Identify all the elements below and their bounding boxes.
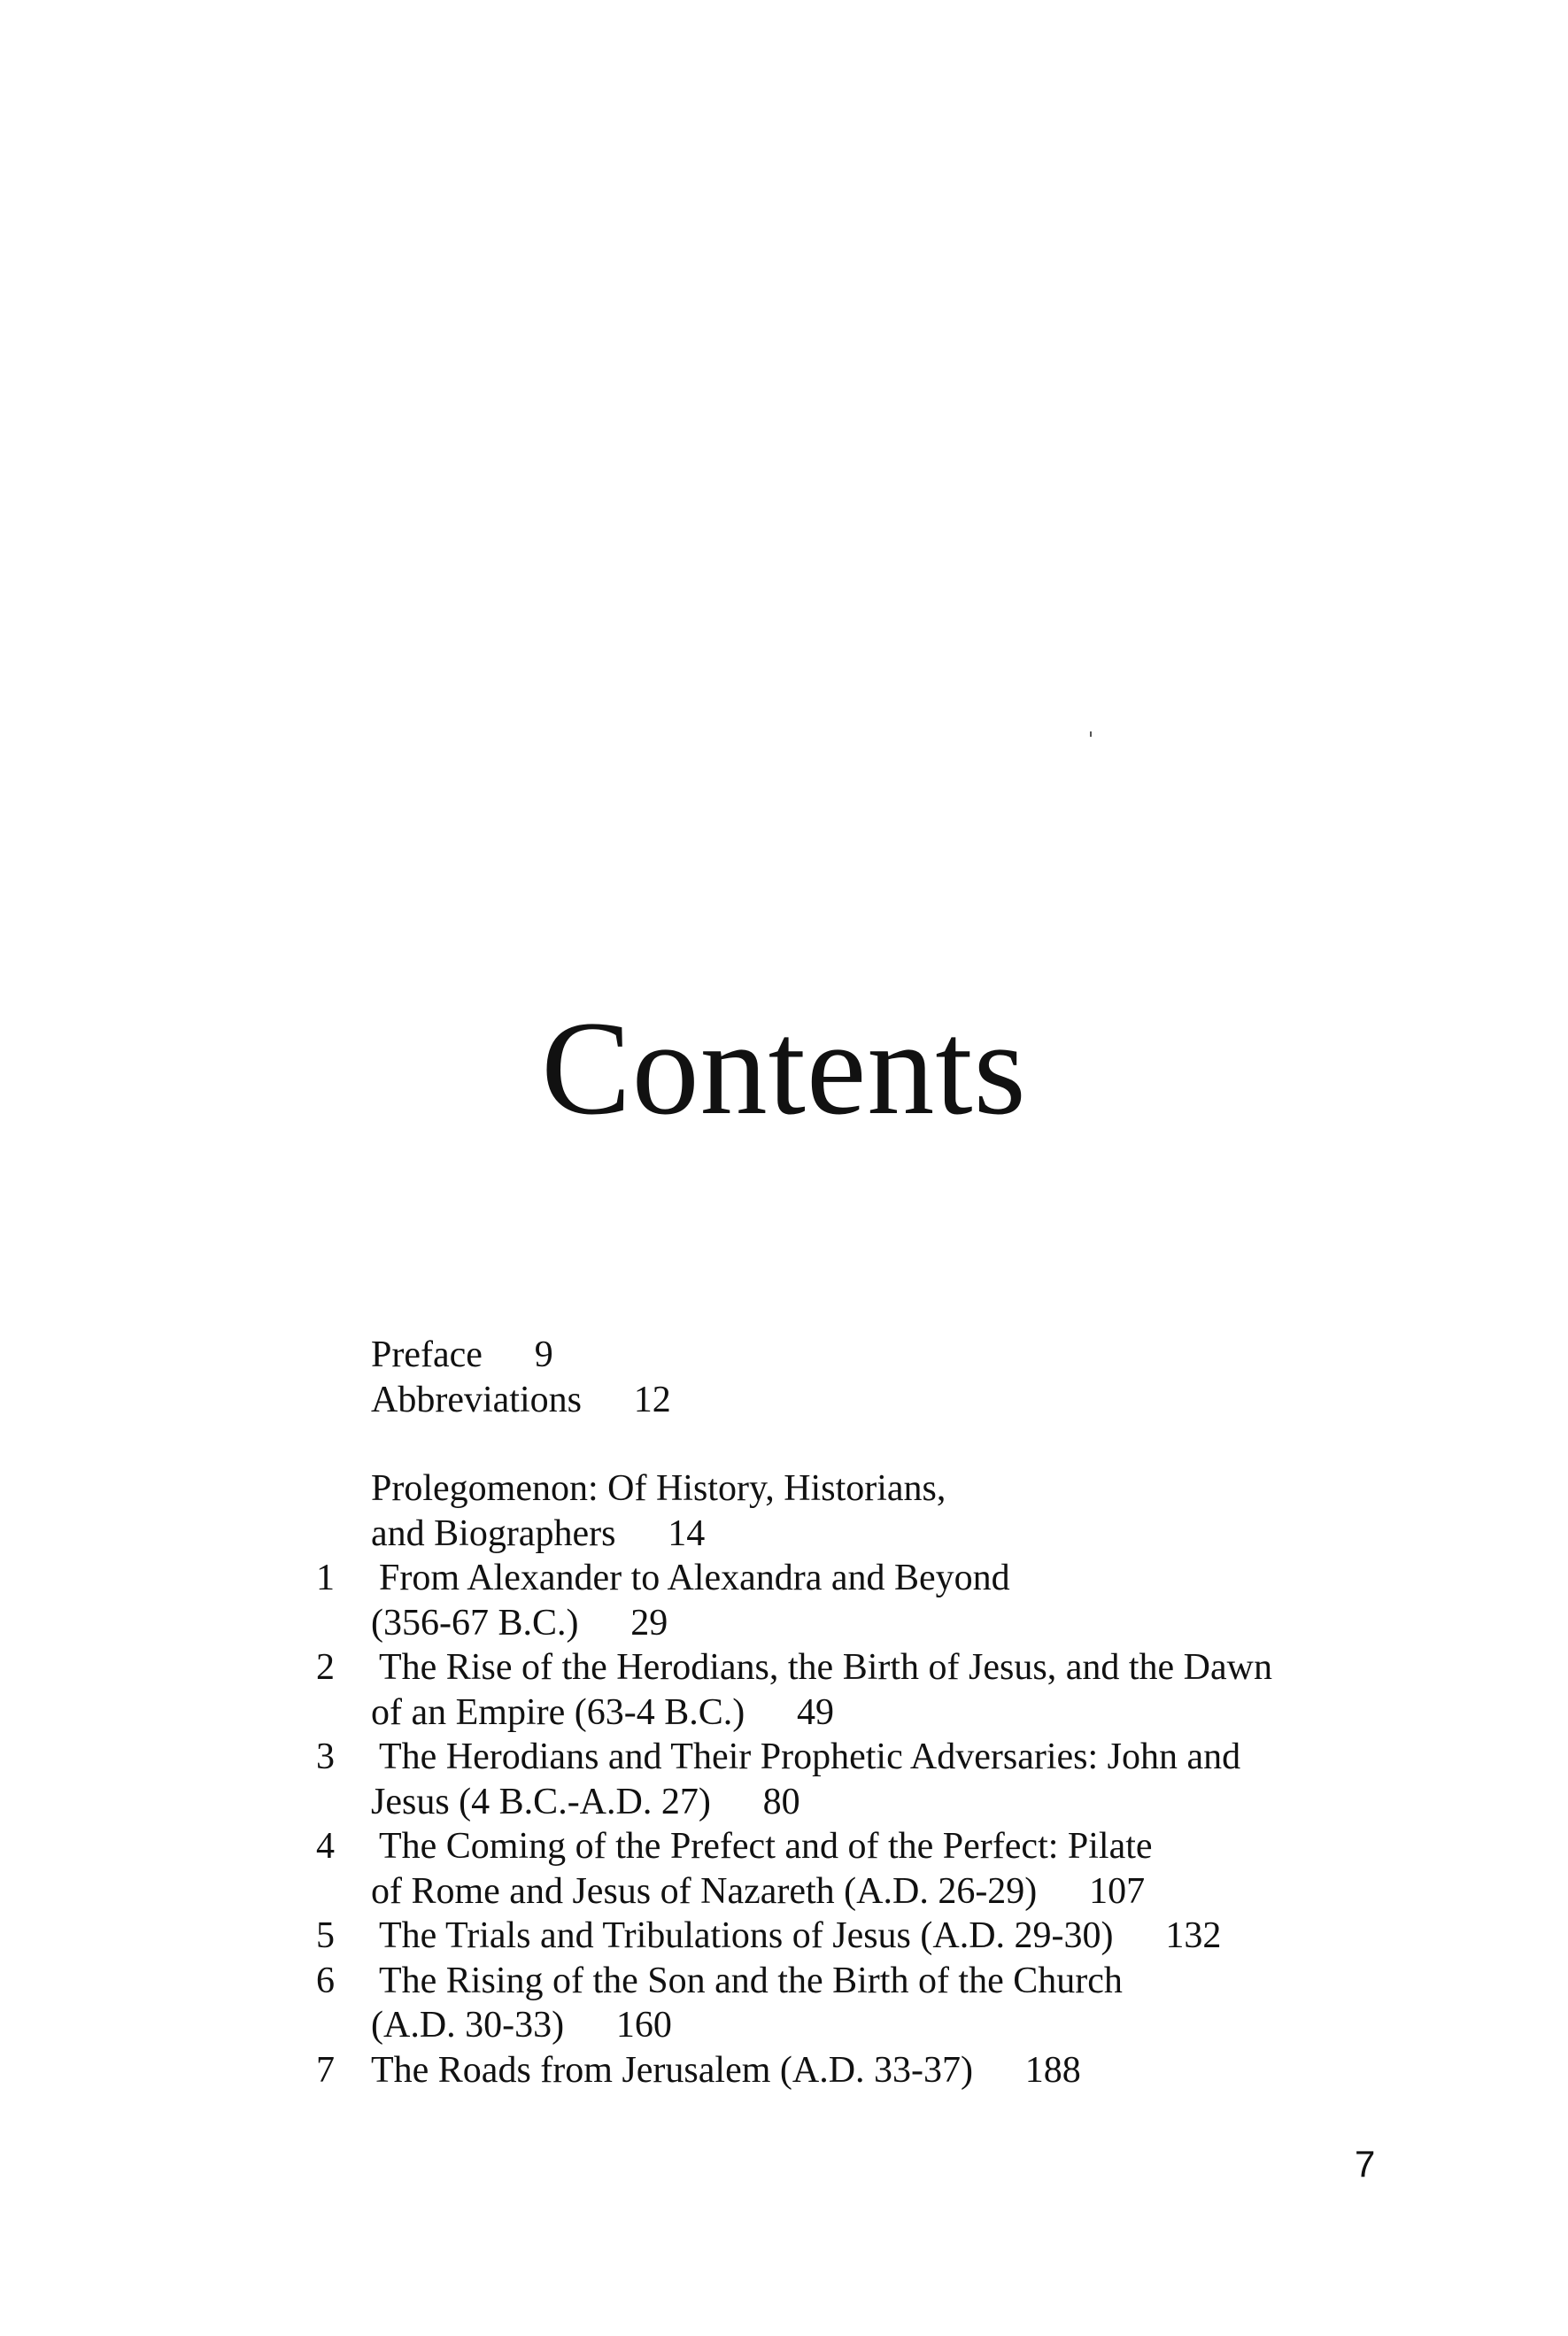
toc-entry-chapter-1[interactable] [0,1556,1568,1645]
toc-entry-line [0,2003,1568,2048]
toc-entry-title: Jesus (4 B.C.-A.D. 27) [371,1781,711,1822]
toc-entry-title: of an Empire (63-4 B.C.) [371,1691,745,1733]
toc-entry-title: Abbreviations [371,1379,582,1420]
toc-page-number: 188 [1024,2049,1081,2091]
toc-page-number: 29 [630,1602,668,1644]
chapter-number: 6 [316,1960,335,2001]
toc-entry-line [0,1690,1568,1736]
toc-entry-prolegomenon[interactable] [0,1466,1568,1556]
chapter-number: 3 [316,1737,335,1777]
toc-page-number: 14 [668,1512,706,1554]
toc-entry-line [0,1780,1568,1825]
toc-entry-line [0,1914,1568,1959]
toc-entry-line [0,1378,1568,1423]
toc-entry-line: From Alexander to Alexandra and Beyond [379,1558,1010,1598]
toc-entry-line: The Herodians and Their Prophetic Adversaries: John and [379,1737,1241,1777]
scan-speck [1090,731,1092,737]
toc-entry-title: (A.D. 30-33) [371,2005,565,2046]
toc-page-number: 80 [762,1781,800,1822]
chapter-number: 4 [316,1826,335,1867]
toc-entry-chapter-4[interactable] [0,1824,1568,1914]
toc-entry-title: of Rome and Jesus of Nazareth (A.D. 26-29) [371,1870,1038,1912]
chapter-number: 7 [316,2049,335,2091]
page-number: 7 [1355,2143,1376,2185]
page-title: Contents [541,994,1027,1142]
toc-entry-title: and Biographers [371,1512,616,1554]
toc-page-number: 12 [633,1379,671,1420]
toc-entry-chapter-2[interactable] [0,1645,1568,1735]
toc-entry-chapter-3[interactable] [0,1735,1568,1824]
toc-page-number: 49 [797,1691,835,1733]
toc-entry-preface[interactable] [0,1333,1568,1378]
chapter-number: 5 [316,1915,335,1956]
chapter-number: 1 [316,1558,335,1598]
toc-page-number: 107 [1089,1870,1146,1912]
toc-page-number: 9 [534,1334,553,1375]
toc-entry-line [0,1512,1568,1557]
toc-entry-title: The Roads from Jerusalem (A.D. 33-37) [371,2049,973,2091]
toc-entry-chapter-7[interactable] [0,2048,1568,2093]
toc-entry-chapter-5[interactable] [0,1914,1568,1959]
toc-spacer [0,1422,1568,1466]
toc-page-number: 160 [615,2005,672,2046]
toc-entry-title: Preface [371,1334,483,1375]
toc-entry-chapter-6[interactable] [0,1959,1568,2048]
table-of-contents [0,1333,1568,2092]
toc-entry-line: The Rise of the Herodians, the Birth of Jesus, and the Dawn [379,1647,1272,1688]
toc-entry-line [0,2048,1568,2093]
toc-entry-line [0,1869,1568,1914]
toc-entry-abbreviations[interactable] [0,1378,1568,1423]
chapter-number: 2 [316,1647,335,1688]
toc-entry-line: Prolegomenon: Of History, Historians, [371,1468,946,1509]
toc-page-number: 132 [1165,1915,1222,1956]
toc-entry-line: The Coming of the Prefect and of the Perfect: Pilate [379,1826,1153,1867]
toc-entry-line [0,1333,1568,1378]
toc-entry-line [0,1601,1568,1646]
toc-entry-line: The Rising of the Son and the Birth of the Church [379,1960,1123,2001]
toc-entry-title: The Trials and Tribulations of Jesus (A.D. 29-30) [379,1915,1114,1956]
toc-entry-title: (356-67 B.C.) [371,1602,579,1644]
